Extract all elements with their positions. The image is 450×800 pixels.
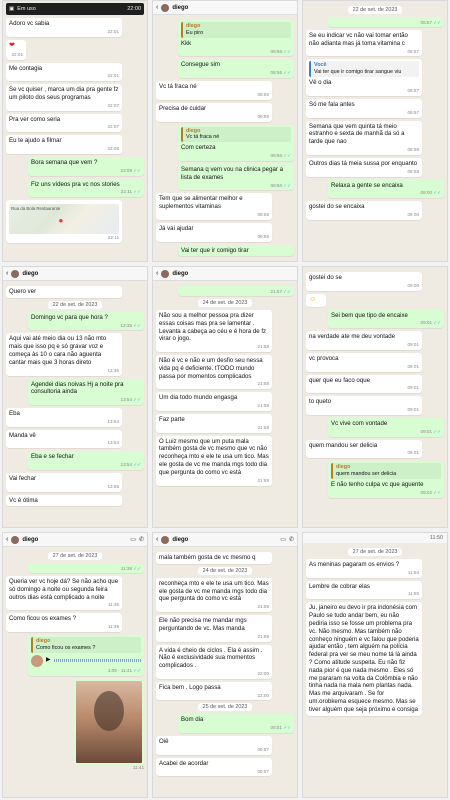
message-time: 08:56 ✓✓	[181, 49, 291, 55]
message-bubble[interactable]	[156, 436, 272, 486]
message-bubble[interactable]	[306, 272, 422, 291]
message-bubble[interactable]	[178, 59, 294, 78]
message-time: 22:01	[107, 28, 119, 34]
message-time: 13:54	[107, 440, 119, 446]
message-text: Outros dias tá meia sussa por enquanto	[309, 159, 418, 167]
message-time: 08:57	[407, 109, 419, 115]
quote-text: Vai ter que ir comigo tirar sangue viu	[314, 69, 402, 76]
back-arrow-icon[interactable]: ‹	[6, 536, 9, 543]
chat-header	[153, 1, 297, 15]
chat-panel-4	[2, 266, 148, 528]
message-bubble[interactable]	[156, 615, 272, 641]
message-bubble[interactable]	[178, 125, 294, 161]
message-time: 13:54 ✓✓	[31, 397, 141, 403]
back-arrow-icon[interactable]: ‹	[156, 536, 159, 543]
message-time: 13:54 ✓✓	[31, 462, 141, 468]
chat-header	[153, 267, 297, 281]
quote-text: Como ficou os exames ?	[36, 644, 96, 651]
heart-icon: ❤	[9, 41, 15, 49]
map-pin-icon: ●	[58, 216, 64, 226]
photo-message[interactable]	[74, 679, 144, 765]
message-time: 22:00	[257, 692, 269, 698]
message-bubble[interactable]	[156, 552, 272, 564]
message-time: 08:57 ✓✓	[331, 20, 441, 26]
message-time: 21:58	[257, 403, 269, 409]
contact-name[interactable]: diego	[172, 270, 189, 277]
message-text: Bom dia	[181, 716, 204, 724]
quoted-message[interactable]	[181, 127, 291, 143]
message-time: 08:56	[257, 91, 269, 97]
message-text: Não é vc e não e um desfio seu nessa vida pq é deficiente. tTODO mundo passa por momentos complicados	[159, 357, 263, 380]
message-time: 08:56 ✓✓	[181, 70, 291, 76]
message-bubble[interactable]	[306, 331, 422, 350]
message-text: Ele não precisa me mandar mgs perguntando de vc. Mas manda	[159, 617, 247, 632]
message-time: 09:01 ✓✓	[331, 320, 441, 326]
message-bubble[interactable]	[156, 103, 272, 122]
message-bubble[interactable]	[156, 355, 272, 389]
message-bubble[interactable]	[306, 59, 422, 95]
message-time: 09:00	[407, 212, 419, 218]
message-text: quem mandou ser delicia	[309, 441, 378, 449]
message-text: Fiz uns vídeos pra vc nos stories	[31, 180, 120, 188]
message-time: 08:57	[407, 88, 419, 94]
video-time: 22:00	[127, 6, 141, 12]
chat-header	[3, 267, 147, 281]
status-strip	[303, 533, 447, 543]
message-text: Se eu indicar vc não vai tomar então não adianta mas já toma vitamina c	[309, 32, 408, 47]
message-text: Consegue sim	[181, 61, 220, 69]
play-icon[interactable]: ▶	[46, 656, 51, 663]
message-text: Relaxa a gente se encaixa	[331, 181, 403, 189]
contact-name[interactable]: diego	[22, 270, 39, 277]
message-text: Fica bem . Logo passa	[159, 683, 221, 691]
message-bubble[interactable]	[28, 451, 144, 470]
message-time: 05:51 ✓✓	[181, 725, 291, 731]
message-text: Manda vê	[9, 431, 36, 439]
message-bubble[interactable]	[156, 736, 272, 755]
chat-panel-7	[2, 532, 148, 798]
message-text: Não sou a melhor pessoa pra dizer essas coisas mas pra se lamentar . Levanta a cabeça ao céu e é hora de fz virar o jogo.	[159, 312, 267, 343]
message-text: Queria ver vc hoje dá? Se não acho que só domingo a noite ou segunda feira outros dias está complicado a noite	[9, 578, 119, 601]
back-arrow-icon[interactable]: ‹	[156, 270, 159, 277]
message-time: 09:01	[407, 450, 419, 456]
back-arrow-icon[interactable]: ‹	[6, 270, 9, 277]
message-text: Kkk	[181, 39, 192, 47]
smile-emoji-icon: ☺	[309, 295, 317, 303]
message-text: na verdade ate me deu vontade	[309, 333, 396, 341]
message-bubble[interactable]	[6, 286, 122, 298]
message-time: 11:38	[107, 602, 119, 608]
message-text: mala também gosta de vc mesmo q	[159, 554, 256, 561]
message-text: Pra ver como seria	[9, 115, 61, 123]
message-text: O Luiz mesmo que um puta mala também gosta de vc mesmo que vc não reconheça mto e ele te usa um tico. Mas ele gosta de vc me manda mgs todo dia que pergunta do como vc está	[159, 437, 269, 476]
message-text: Vc tá fraca né	[159, 83, 197, 91]
back-arrow-icon[interactable]: ‹	[156, 4, 159, 11]
message-time: 09:02 ✓✓	[331, 490, 441, 496]
contact-name[interactable]: diego	[22, 536, 39, 543]
message-time: 09:01	[407, 385, 419, 391]
message-bubble[interactable]	[156, 223, 272, 242]
chat-panel-2	[152, 0, 298, 262]
date-separator: 24 de set. de 2023	[198, 299, 253, 307]
message-time: 22:00	[257, 670, 269, 676]
message-time: 11:41	[120, 667, 133, 673]
message-text: Tem que se alimentar melhor e suplementos vitaminas	[159, 195, 243, 211]
message-time: 22:01	[11, 51, 23, 57]
map-label: Rua da Bola Restaurante	[11, 206, 61, 212]
avatar[interactable]	[161, 4, 169, 12]
message-bubble[interactable]	[178, 164, 294, 190]
quoted-message[interactable]	[181, 22, 291, 38]
message-time: 11:55	[407, 591, 419, 597]
message-time: 09:00 ✓✓	[331, 190, 441, 196]
message-time: 05:57	[257, 746, 269, 752]
message-time: 09:01 ✓✓	[331, 429, 441, 435]
message-time: 22:07	[107, 102, 119, 108]
audio-message[interactable]: diego Como ficou os exames ? ▶ 1:05 · 11:41 ✓✓	[28, 635, 144, 676]
message-bubble[interactable]	[6, 613, 122, 632]
message-bubble[interactable]	[156, 758, 272, 777]
chat-header	[153, 533, 297, 547]
message-text: Me contagia	[9, 64, 43, 72]
message-bubble[interactable]	[328, 310, 444, 329]
message-text: A vida é cheio de ciclos . Ela é assim . Não é exclusividade sua momentos complicados .	[159, 646, 263, 670]
map-preview[interactable]	[9, 204, 119, 234]
message-time: 09:00	[407, 282, 419, 288]
message-bubble[interactable]	[6, 84, 122, 110]
message-bubble[interactable]	[6, 408, 122, 427]
message-text: to queto	[309, 398, 332, 406]
message-time: 13:55	[107, 483, 119, 489]
message-time: 09:01	[407, 342, 419, 348]
date-separator: 22 de set. de 2023	[48, 301, 103, 309]
message-time: 22:11	[107, 235, 119, 241]
message-text: Um dia todo mundo engasga	[159, 394, 238, 402]
message-bubble[interactable]	[328, 17, 444, 27]
message-bubble[interactable]	[306, 201, 422, 220]
message-time: 21:59	[257, 604, 269, 610]
quote-author: diego	[186, 127, 201, 134]
message-text: Adoro vc sabia	[9, 20, 50, 27]
chat-panel-1	[2, 0, 148, 262]
message-bubble[interactable]	[328, 461, 444, 497]
message-bubble[interactable]	[328, 418, 444, 437]
message-text: Lembre de cobrar elas	[309, 582, 370, 590]
avatar	[31, 655, 43, 667]
message-text: Quero ver	[9, 288, 37, 295]
avatar[interactable]	[161, 536, 169, 544]
quote-author: Você	[314, 62, 327, 69]
message-text: Eba	[9, 410, 20, 417]
message-text: Aqui vai até meio dia ou 13 não mto mais que isso pq e só gravar voz e começa às 10 o cara não aguenta cantar mais que 3 horas direto	[9, 335, 107, 366]
chat-panel-5	[152, 266, 298, 528]
message-bubble[interactable]	[6, 576, 122, 610]
message-time: 21:59	[257, 633, 269, 639]
phone-icon[interactable]: ✆	[138, 537, 144, 543]
message-bubble[interactable]	[306, 353, 422, 372]
message-time: 08:58	[407, 168, 419, 174]
message-time: 08:58	[407, 147, 419, 153]
message-time: 21:58	[257, 344, 269, 350]
message-bubble[interactable]	[6, 63, 122, 82]
message-text: Vê o dia	[309, 79, 332, 87]
message-text: Domingo vc para que hora ?	[31, 313, 108, 321]
message-text: Só me fala antes	[309, 100, 355, 108]
message-bubble[interactable]	[306, 294, 326, 307]
message-text: Vc vive com vontade	[331, 419, 388, 427]
message-text: Acabei de acordar	[159, 759, 209, 767]
message-text: gostei do se	[309, 274, 342, 281]
message-time: 09:01	[407, 363, 419, 369]
audio-duration: 1:05	[107, 667, 117, 673]
message-bubble[interactable]	[156, 682, 272, 701]
message-text: Semana que vem quinta tá meio estranho e sexta de manhã da só a tarde que nao	[309, 122, 405, 146]
message-bubble[interactable]	[306, 121, 422, 155]
message-bubble[interactable]	[178, 245, 294, 257]
message-time: 09:01	[407, 407, 419, 413]
message-bubble[interactable]	[306, 396, 422, 415]
message-time: 11:39	[107, 624, 119, 630]
message-bubble[interactable]	[6, 114, 122, 133]
message-text: Se vc quiser , marca um dia pra gente fz um piloto dos seus programas	[9, 86, 119, 101]
message-bubble[interactable]	[306, 99, 422, 118]
video-call-icon[interactable]: ▭	[280, 537, 286, 543]
message-time: 12:35 ✓✓	[31, 323, 141, 329]
video-call-icon[interactable]: ▭	[130, 537, 136, 543]
message-time: 21:59	[257, 477, 269, 483]
message-text: Eu te ajudo a filmar	[9, 137, 62, 145]
message-text: Ju, janeiro eu devo ir pra indonésia com Paulo se tudo andar bem, eu não pediria isso se fosse um problema pra vc. Não mesmo. Mas também não conheço ninguém e vc falou que poderia ajudar então , tem alguém na polícia federal pra ver se meu nome tá lá ainda ? Como atitude suspeita. Eu não fiz nada pior é que nada mesmo . Eles só me pararam na volta da Colômbia e não tinha nada na mala nem plantas nada. Mas me arquivaram . Se for um.orobkema esquece mesmo. Mas se tiver alguém que seja próximo e consiga	[309, 604, 419, 713]
message-bubble[interactable]	[6, 333, 122, 375]
message-text: Com certeza	[181, 144, 216, 152]
contact-name[interactable]: diego	[172, 4, 189, 11]
message-time: 11:38 ✓✓	[31, 566, 141, 572]
chat-header	[3, 533, 147, 547]
message-bubble[interactable]	[156, 193, 272, 219]
message-time: 21:58	[257, 381, 269, 387]
avatar[interactable]	[11, 270, 19, 278]
message-bubble[interactable]	[156, 578, 272, 612]
message-bubble[interactable]	[6, 40, 26, 60]
location-message[interactable]	[6, 200, 122, 243]
message-bubble[interactable]	[28, 179, 144, 198]
message-bubble[interactable]	[306, 440, 422, 459]
message-bubble[interactable]	[306, 581, 422, 600]
message-text: E não tenho culpa vc que aguente	[331, 481, 424, 489]
message-bubble[interactable]	[178, 714, 294, 733]
message-text: Oiê	[159, 738, 169, 746]
message-text: Sei bem que tipo de encaixe	[331, 311, 408, 319]
message-text: Eba e se fechar	[31, 453, 74, 461]
message-text: gostei do se encaixa	[309, 203, 365, 211]
message-bubble[interactable]	[306, 602, 422, 715]
message-time: 08:56	[257, 233, 269, 239]
quote-author: diego	[36, 637, 51, 644]
message-time: 22:07	[107, 124, 119, 130]
message-text: quer que eu faco oque	[309, 376, 370, 384]
chat-panel-9	[302, 532, 448, 798]
chat-panel-6	[302, 266, 448, 528]
message-time: 21:57 ✓✓	[181, 289, 291, 295]
avatar[interactable]	[161, 270, 169, 278]
message-bubble[interactable]	[156, 645, 272, 679]
message-text: Vc é ótima	[9, 496, 38, 504]
avatar[interactable]	[11, 536, 19, 544]
message-time: 08:56 ✓✓	[181, 153, 291, 159]
quote-text: Eu piro	[186, 29, 204, 36]
message-time: 12:36	[107, 367, 119, 373]
date-separator: 27 de set. de 2023	[348, 548, 403, 556]
message-time: 05:57	[257, 768, 269, 774]
message-text: Precisa de cuidar	[159, 104, 207, 112]
quote-text: quem mandou ser delicia	[336, 471, 397, 478]
message-time: 22:09 ✓✓	[31, 168, 141, 174]
message-bubble[interactable]	[178, 286, 294, 296]
date-separator: 22 de set. de 2023	[348, 6, 403, 14]
quoted-message[interactable]	[309, 61, 419, 77]
date-separator: 27 de set. de 2023	[48, 552, 103, 560]
quoted-message[interactable]	[331, 463, 441, 479]
message-time: 08:56	[257, 212, 269, 218]
message-bubble[interactable]	[28, 379, 144, 405]
message-bubble[interactable]	[6, 495, 122, 507]
message-text: Vai fechar	[9, 475, 36, 483]
message-text: Como ficou os exames ?	[9, 615, 77, 623]
message-text: As meninas pagaram os envios ?	[309, 561, 400, 568]
message-text: Semana q vem vou na clinica pegar a lista de exames	[181, 165, 283, 181]
message-time: 22:01	[107, 73, 119, 79]
message-bubble[interactable]	[178, 20, 294, 56]
message-bubble[interactable]	[328, 180, 444, 199]
quote-author: diego	[336, 464, 351, 471]
message-text: Já vai ajudar	[159, 224, 194, 232]
message-bubble[interactable]	[156, 81, 272, 100]
chat-panel-8	[152, 532, 298, 798]
message-bubble[interactable]	[6, 430, 122, 449]
message-bubble[interactable]	[156, 414, 272, 433]
message-time: 22:08	[107, 146, 119, 152]
message-time: 22:11 ✓✓	[31, 189, 141, 195]
message-time: 08:57	[407, 48, 419, 54]
message-bubble[interactable]	[306, 559, 422, 578]
message-time: 08:56	[257, 113, 269, 119]
date-separator: 25 de set. de 2023	[198, 703, 253, 711]
video-icon: ▣	[9, 6, 15, 12]
date-separator: 24 de set. de 2023	[198, 567, 253, 575]
video-call-bar[interactable]	[6, 3, 144, 15]
message-time: 11:50	[429, 535, 443, 541]
phone-icon[interactable]: ✆	[288, 537, 294, 543]
audio-waveform[interactable]	[54, 659, 141, 662]
quoted-message[interactable]	[31, 637, 141, 653]
message-text: Bora semana que vem ?	[31, 158, 98, 166]
message-text: vc provoca	[309, 354, 339, 362]
quote-author: diego	[186, 23, 201, 29]
contact-name[interactable]: diego	[172, 536, 189, 543]
message-bubble[interactable]	[6, 473, 122, 492]
message-bubble[interactable]	[28, 563, 144, 573]
message-bubble[interactable]	[306, 375, 422, 394]
message-time: 21:58	[257, 424, 269, 430]
quote-text: Vc tá fraca né	[186, 134, 220, 141]
message-bubble[interactable]	[156, 310, 272, 352]
video-label: Em uso	[17, 6, 36, 12]
message-text: Faz parte	[159, 416, 185, 423]
message-text: Vai ter que ir comigo tirar	[181, 246, 249, 254]
message-bubble[interactable]	[306, 30, 422, 56]
chat-panel-3	[302, 0, 448, 262]
message-bubble[interactable]	[6, 18, 122, 37]
message-time: 13:54	[107, 418, 119, 424]
message-time: 08:56 ✓✓	[181, 183, 291, 189]
message-bubble[interactable]	[156, 392, 272, 411]
message-text: reconheça mto e ele te usa um tico. Mas ele gosta de vc me manda mgs todo dia que pergunta do como vc está	[159, 579, 269, 603]
message-time: 11:41	[132, 764, 144, 770]
message-text: Agendei dias noivas Hj a noite pra consultoria ainda	[31, 380, 124, 396]
message-bubble[interactable]	[28, 312, 144, 331]
message-time: 11:54	[407, 569, 419, 575]
message-bubble[interactable]	[306, 158, 422, 177]
message-bubble[interactable]	[28, 157, 144, 176]
message-bubble[interactable]	[6, 135, 122, 154]
